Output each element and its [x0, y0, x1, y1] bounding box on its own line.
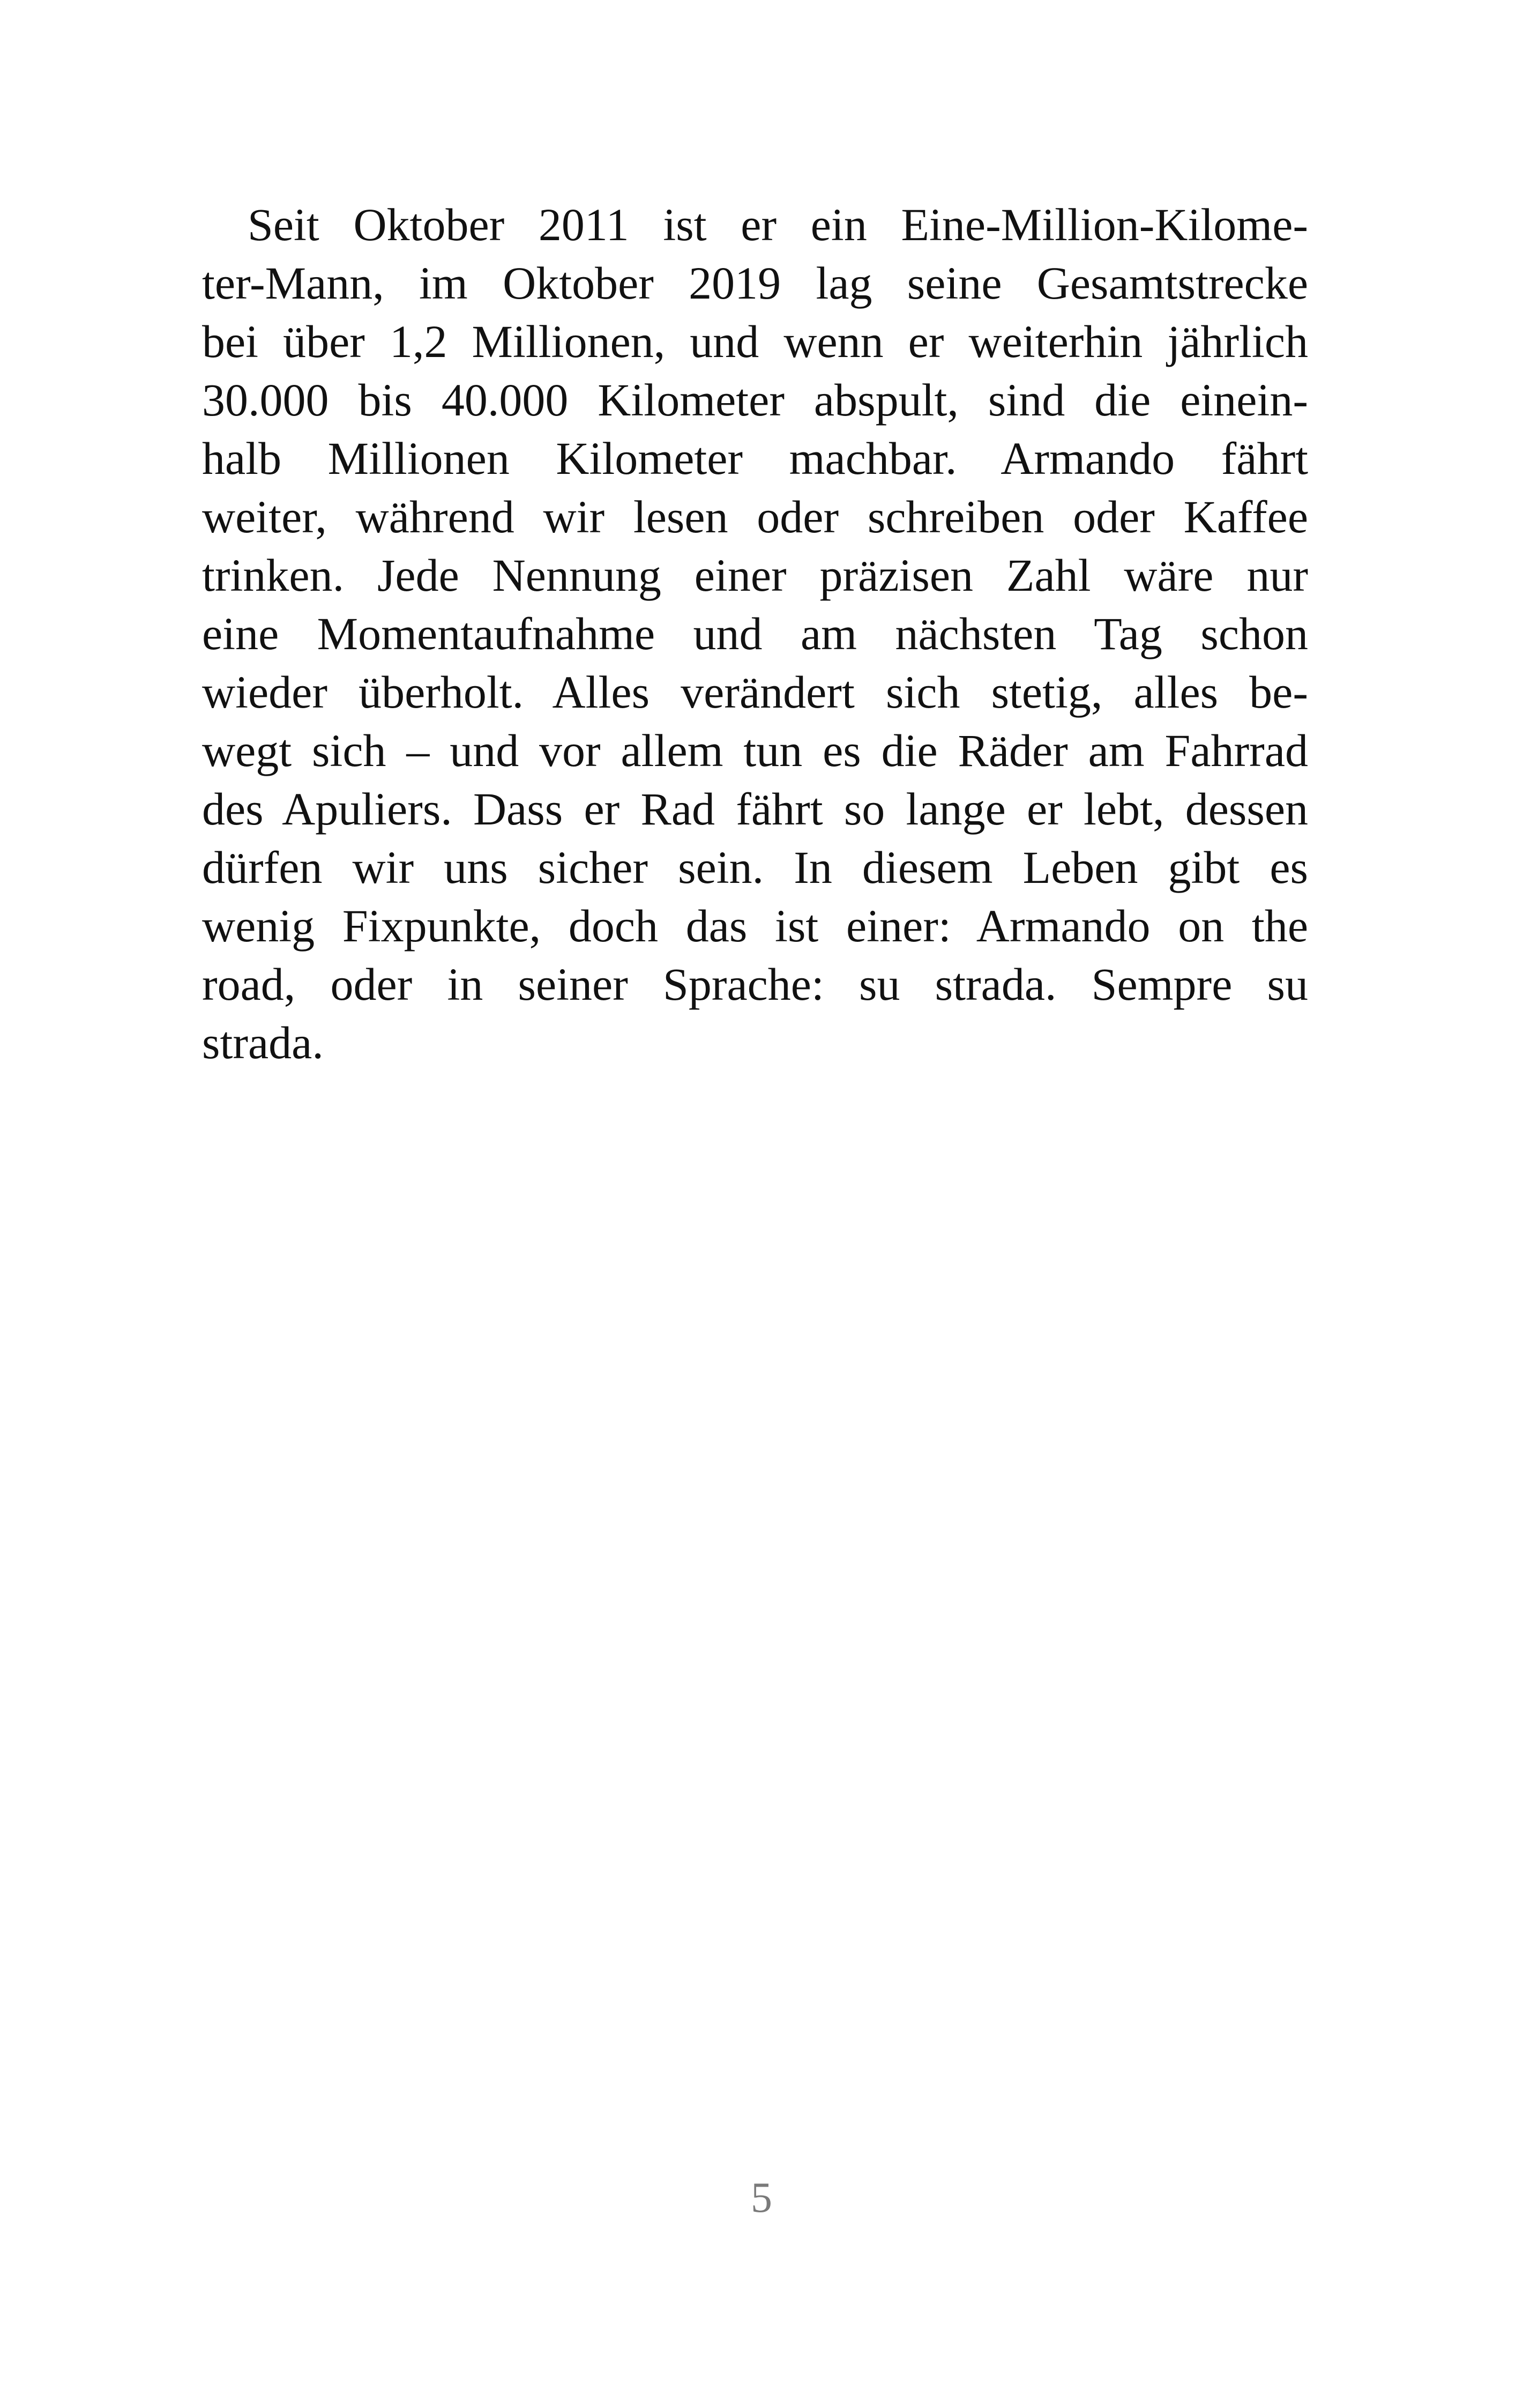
paragraph-line: trinken. Jede Nennung einer präzisen Zahl wäre nur	[202, 549, 1308, 601]
paragraph-line: des Apuliers. Dass er Rad fährt so lange er lebt, dessen	[202, 783, 1308, 835]
paragraph-line: halb Millionen Kilometer machbar. Armando fährt	[202, 433, 1308, 484]
paragraph-line: wieder überholt. Alles verändert sich stetig, alles be-	[202, 666, 1308, 718]
paragraph-line: bei über 1,2 Millionen, und wenn er weiterhin jährlich	[202, 316, 1308, 367]
page-number: 5	[751, 2174, 772, 2221]
paragraph-line: dürfen wir uns sicher sein. In diesem Leben gibt es	[202, 842, 1308, 893]
paragraph-line: strada.	[202, 1017, 324, 1068]
paragraph-line: eine Momentaufnahme und am nächsten Tag schon	[202, 608, 1308, 659]
body-paragraph	[202, 196, 1308, 1072]
paragraph-line: ter-Mann, im Oktober 2019 lag seine Gesamtstrecke	[202, 257, 1308, 309]
paragraph-line: 30.000 bis 40.000 Kilometer abspult, sind die einein-	[202, 374, 1308, 426]
paragraph-line: road, oder in seiner Sprache: su strada. Sempre su	[202, 958, 1308, 1010]
paragraph-line: weiter, während wir lesen oder schreiben oder Kaffee	[202, 491, 1308, 542]
paragraph-line: wenig Fixpunkte, doch das ist einer: Armando on the	[202, 900, 1308, 952]
paragraph-line: wegt sich – und vor allem tun es die Räder am Fahrrad	[202, 725, 1308, 776]
paragraph-line: Seit Oktober 2011 ist er ein Eine-Million-Kilome-	[248, 199, 1308, 250]
